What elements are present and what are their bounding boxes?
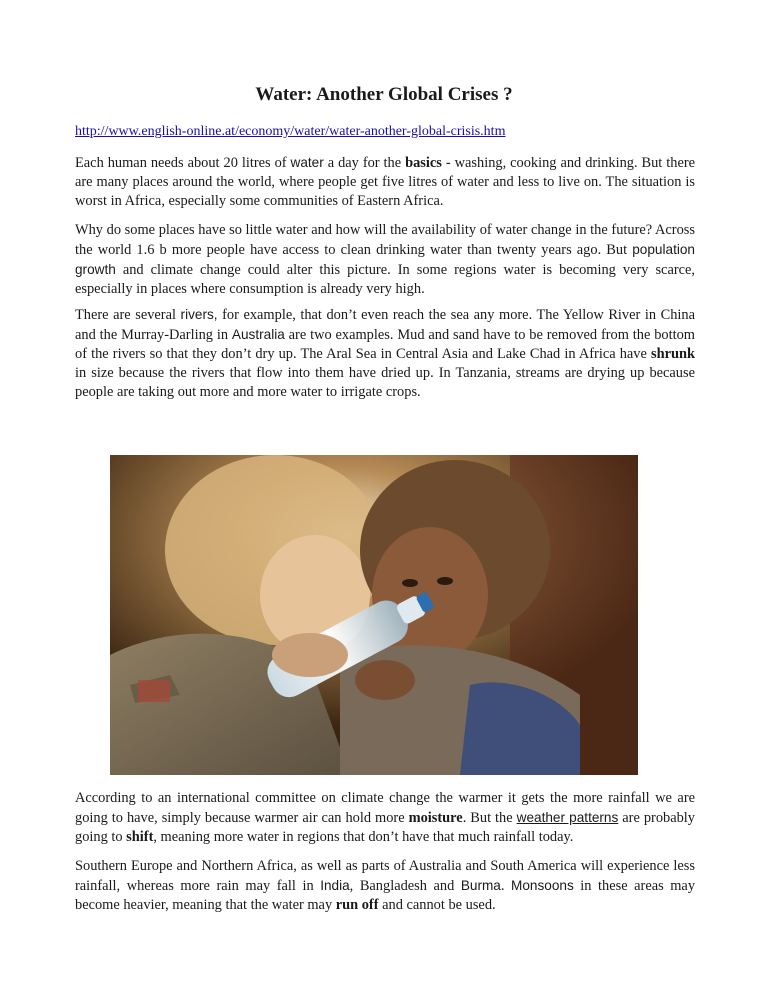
term-weather-patterns: weather patterns [516, 810, 619, 825]
text: a day for the [323, 155, 406, 171]
term-australia: Australia [231, 327, 285, 342]
term-water: water [290, 155, 324, 170]
term-burma: Burma [460, 878, 501, 893]
text: and climate change could alter this picture. In some regions water is becoming very scarce, especially in places where consumption is already very high. [75, 262, 695, 297]
text: in size because the rivers that flow into them have dried up. In Tanzania, streams are drying up because people are taking out more and more water to irrigate crops. [75, 365, 695, 400]
source-link[interactable]: http://www.english-online.at/economy/water/water-another-global-crisis.htm [75, 124, 506, 139]
term-shift: shift [126, 829, 154, 845]
paragraph-4 [75, 789, 695, 847]
text: . But the [462, 810, 517, 826]
text: , meaning more water in regions that don’t have that much rainfall today. [153, 829, 574, 845]
term-rivers: rivers, [180, 307, 218, 322]
text: Each human needs about 20 litres of [75, 155, 291, 171]
text: - washing, cooking and drinking. But there are many places around the world, where people get five litres of water and less to live on. The situation is worst in Africa, especially some communities of Eastern Africa. [75, 155, 696, 209]
term-run-off: run off [335, 897, 379, 913]
text: are probably going to [75, 810, 695, 845]
term-population-growth: population growth [75, 242, 695, 277]
term-moisture: moisture [408, 810, 463, 826]
paragraph-5 [75, 857, 695, 915]
page-title: Water: Another Global Crises ? [255, 84, 513, 105]
text: , Bangladesh and [349, 878, 461, 894]
text: According to an international committee on climate change the warmer it gets the more rainfall we are going to have, simply because warmer air can hold more [75, 790, 695, 826]
text: . [500, 878, 512, 894]
photo-illustration [110, 455, 638, 775]
photo-child-drinking-water [110, 455, 638, 775]
term-shrunk: shrunk [650, 346, 695, 362]
text: and cannot be used. [378, 897, 496, 913]
term-india: India [320, 878, 350, 893]
text: are two examples. Mud and sand have to be removed from the bottom of the rivers so that they don’t dry up. The Aral Sea in Central Asia and Lake Chad in Africa have [75, 327, 696, 362]
text: Southern Europe and Northern Africa, as well as parts of Australia and South America will experience less rainfall, whereas more rain may fall in [75, 858, 695, 894]
paragraph-2 [75, 221, 695, 299]
text: There are several [75, 307, 181, 323]
paragraph-3 [75, 305, 695, 402]
paragraph-1 [75, 153, 695, 211]
text: for example, that don’t even reach the sea any more. The Yellow River in China and the Murray-Darling in [75, 307, 695, 343]
text: Why do some places have so little water and how will the availability of water change in the future? Across the world 1.6 b more people have access to clean drinking water than twenty years ago. But [75, 222, 695, 258]
text: in these areas may become heavier, meaning that the water may [75, 878, 696, 913]
term-monsoons: Monsoons [511, 878, 574, 893]
term-basics: basics [405, 155, 442, 171]
